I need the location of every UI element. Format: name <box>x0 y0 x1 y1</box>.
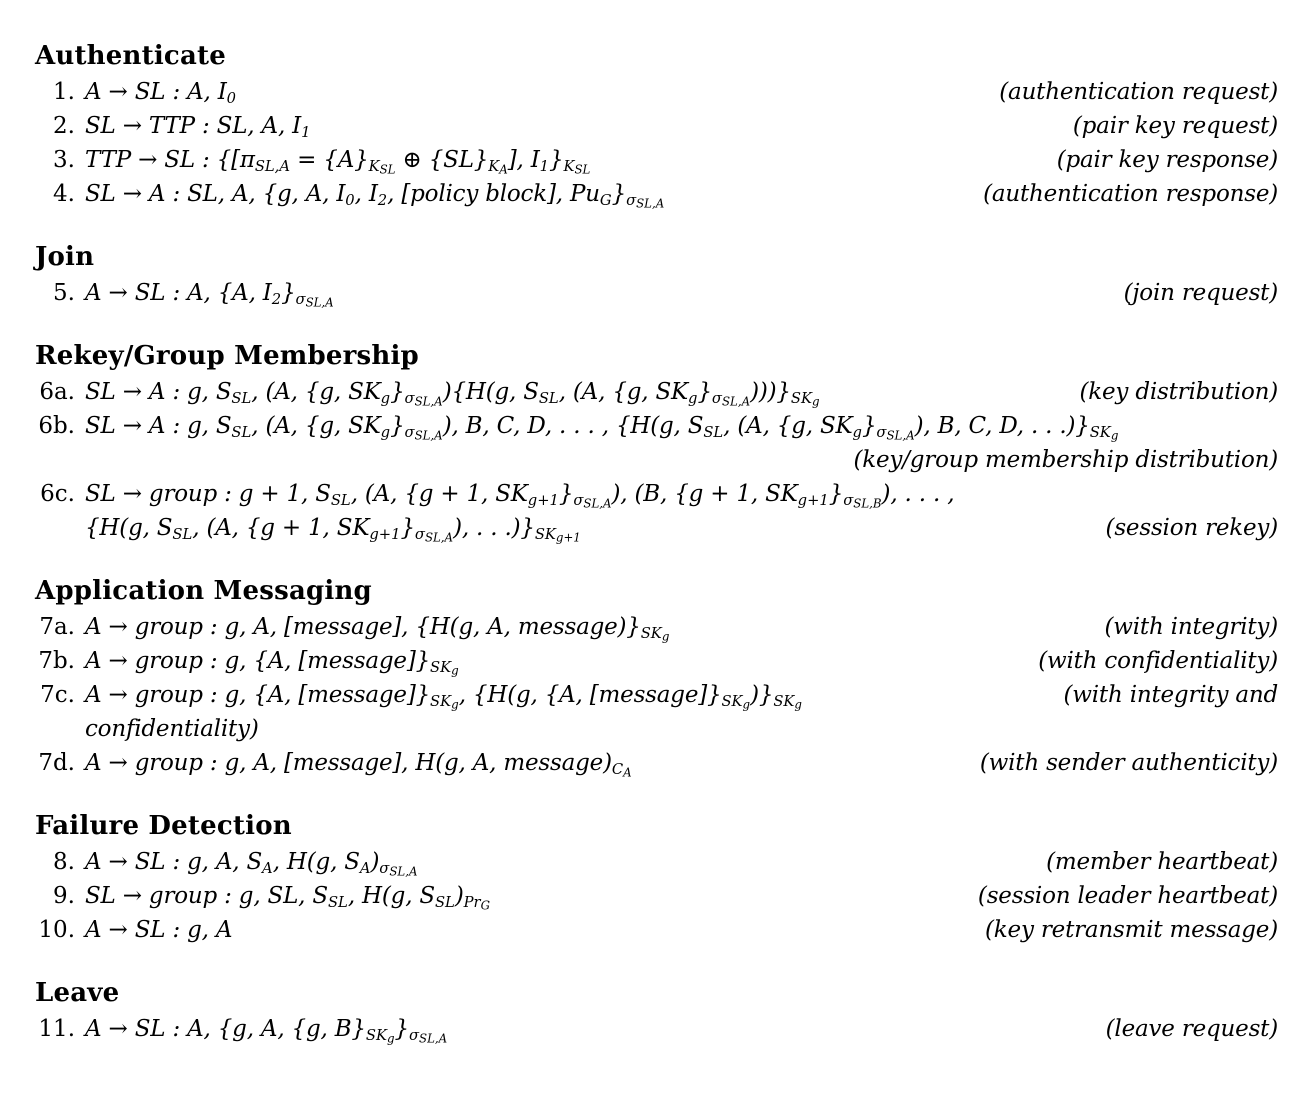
step-number: 5. <box>53 280 75 306</box>
subscript: g <box>811 394 820 409</box>
protocol-section <box>35 977 1278 1046</box>
step-number: 10. <box>38 917 75 943</box>
protocol-section <box>35 340 1278 545</box>
subscript: g <box>451 697 459 712</box>
protocol-step-line <box>35 375 1278 409</box>
subscript: σSL,A <box>876 424 915 443</box>
subscript: G <box>599 192 612 210</box>
protocol-step-line <box>35 511 1278 545</box>
step-formula: TTP → SL : {[$\pi_{SL,A} = \{A\}_{K_{SL}}$ ⊕ $\{SL\}_{K_A}$], $I_1\}_{K_{SL}}$ <box>85 147 591 177</box>
step-formula: A → SL : g, A, $S_A$, H(g, $S_A)_{\sigma_{SL,A}}$ <box>85 849 418 879</box>
step-formula: SL → A : SL, A, {g, A, $I_0$, $I_2$, [policy block], $Pu_G\}_{\sigma_{SL,A}}$ <box>85 181 665 211</box>
step-annotation: (key distribution) <box>1079 379 1278 405</box>
subscript: g <box>386 1031 395 1046</box>
protocol-step-line <box>35 177 1278 211</box>
protocol-section <box>35 575 1278 780</box>
subscript: SKg+1 <box>534 526 581 545</box>
subscript: σSL,A <box>404 424 443 443</box>
step-annotation: (authentication response) <box>983 181 1278 207</box>
step-annotation: (authentication request) <box>999 79 1278 105</box>
subscript: SL,A <box>389 864 418 879</box>
subscript: σSL,A <box>404 390 443 409</box>
subscript: SL <box>538 390 559 408</box>
subscript: g <box>380 390 391 408</box>
step-number: 3. <box>53 147 75 173</box>
protocol-step-line <box>35 678 1278 712</box>
step-annotation: (with integrity) <box>1104 614 1278 640</box>
step-annotation: (session rekey) <box>1105 515 1278 541</box>
step-annotation: (key retransmit message) <box>985 917 1278 943</box>
step-annotation: (pair key request) <box>1072 113 1278 139</box>
step-number: 6c. <box>40 481 75 507</box>
step-annotation: (key/group membership distribution) <box>853 447 1278 473</box>
subscript: g <box>1110 428 1119 443</box>
subscript: SKg <box>430 693 459 712</box>
section-title: Join <box>35 242 95 272</box>
step-formula: A → group : g, A, [message], {H(g, A, $message)\}_{SK_g}$ <box>85 614 670 644</box>
subscript: σSL,A <box>379 860 418 879</box>
subscript: 1 <box>539 158 549 176</box>
step-formula: A → SL : A, $I_0$ <box>85 79 236 108</box>
step-annotation: (with integrity and <box>1063 682 1278 708</box>
subscript: SL,A <box>419 1031 448 1046</box>
step-number: 7c. <box>40 682 75 708</box>
subscript: SKg <box>430 659 459 678</box>
step-formula: SL → A : g, $S_{SL}$, (A, {g, $SK_g\}_{\sigma_{SL,A}}$), B, C, D, . . . , {H(g, $S_{SL}$, (A, {g, $SK_g\}_{\sigma_{SL,A}}$), B, C, D, . . $.)\}_{SK_g}$ <box>85 413 1119 443</box>
step-number: 7d. <box>38 750 75 776</box>
subscript: SL <box>231 424 252 442</box>
subscript: SKg <box>365 1027 395 1046</box>
step-number: 11. <box>38 1016 75 1042</box>
subscript: σSL,A <box>408 1027 448 1046</box>
step-formula: A → SL : g, A <box>85 917 233 943</box>
subscript: SL <box>434 894 455 912</box>
subscript: SKg <box>721 693 751 712</box>
subscript: SL <box>172 526 193 544</box>
subscript: SKg <box>790 390 820 409</box>
subscript: SKg <box>1089 424 1119 443</box>
subscript: SL <box>379 162 396 177</box>
step-number: 7b. <box>38 648 75 674</box>
subscript: g+1 <box>797 492 829 510</box>
section-title: Application Messaging <box>35 576 372 606</box>
subscript: g <box>794 697 802 712</box>
subscript: A <box>623 765 632 780</box>
step-formula: SL → A : g, $S_{SL}$, (A, {g, $SK_g\}_{\sigma_{SL,A}})\{H(g$, $S_{SL}$, (A, {g, $SK_g\}_{\sigma_{SL,A}})))\}_{SK_g}$ <box>85 379 820 409</box>
subscript: A <box>499 162 508 177</box>
step-formula: confidentiality) <box>85 716 259 742</box>
subscript: SL,A <box>583 496 612 511</box>
subscript: KSL <box>563 158 591 177</box>
subscript: g+1 <box>555 530 581 545</box>
step-annotation: (with sender authenticity) <box>979 750 1278 776</box>
subscript: σSL,A <box>573 492 612 511</box>
subscript: SL <box>231 390 252 408</box>
protocol-step-line <box>35 276 1278 310</box>
subscript: KA <box>488 158 508 177</box>
subscript: σSL,A <box>414 526 454 545</box>
subscript: SKg <box>773 693 802 712</box>
subscript: g <box>852 424 862 442</box>
subscript: 2 <box>377 192 388 210</box>
step-number: 7a. <box>39 614 75 640</box>
subscript: σSL,A <box>626 192 665 211</box>
subscript: SL,A <box>414 394 443 409</box>
step-number: 8. <box>53 849 75 875</box>
step-number: 1. <box>53 79 75 105</box>
protocol-step-line <box>35 913 1278 947</box>
subscript: SL <box>330 492 351 510</box>
protocol-step-line <box>35 610 1278 644</box>
subscript: SL <box>574 162 591 177</box>
section-title: Rekey/Group Membership <box>35 341 419 371</box>
step-number: 4. <box>53 181 75 207</box>
subscript: g <box>661 629 670 644</box>
step-formula: A → group : g, {A, $[message]\}_{SK_g}$ <box>85 648 459 678</box>
subscript: g <box>380 424 391 442</box>
subscript: g <box>742 697 751 712</box>
protocol-step-line <box>35 443 1278 477</box>
protocol-step-line <box>35 845 1278 879</box>
protocol-step-line <box>35 1012 1278 1046</box>
protocol-section <box>35 241 1278 310</box>
subscript: g <box>451 663 459 678</box>
subscript: 1 <box>301 124 311 142</box>
protocol-step-line <box>35 143 1278 177</box>
step-annotation: (with confidentiality) <box>1038 648 1278 674</box>
step-formula: A → group : g, A, [message], H(g, A, $message)_{C_A}$ <box>85 750 632 780</box>
step-annotation: (join request) <box>1123 280 1278 306</box>
step-formula: A → SL : A, {g, A, {g, $B\}_{SK_g}\}_{\sigma_{SL,A}}$ <box>85 1016 448 1046</box>
subscript: SL,A <box>254 158 290 176</box>
subscript: g <box>688 390 698 408</box>
protocol-step-line <box>35 109 1278 143</box>
subscript: A <box>359 860 371 878</box>
step-annotation: (leave request) <box>1105 1016 1278 1042</box>
step-number: 2. <box>53 113 75 139</box>
step-annotation: (pair key response) <box>1056 147 1278 173</box>
subscript: PrG <box>463 894 490 913</box>
subscript: SL,A <box>886 428 915 443</box>
subscript: σSL,A <box>295 291 334 310</box>
subscript: 0 <box>345 192 355 210</box>
subscript: σSL,A <box>711 390 751 409</box>
protocol-section <box>35 810 1278 947</box>
subscript: SL,A <box>414 428 443 443</box>
subscript: KSL <box>368 158 396 177</box>
subscript: SL,A <box>721 394 751 409</box>
protocol-step-line <box>35 746 1278 780</box>
subscript: G <box>480 898 490 913</box>
section-title: Authenticate <box>35 41 226 71</box>
subscript: SL <box>703 424 724 442</box>
subscript: SL,A <box>305 295 334 310</box>
step-formula: SL → TTP : SL, A, $I_1$ <box>85 113 311 142</box>
section-title: Leave <box>35 978 120 1008</box>
step-number: 6b. <box>38 413 75 439</box>
step-number: 9. <box>53 883 75 909</box>
step-number: 6a. <box>39 379 75 405</box>
step-formula: {H(g, $S_{SL}$, (A, {g + 1, $SK_{g+1}\}_{\sigma_{SL,A}}$), . . $.)\}_{SK_{g+1}}$ <box>85 515 581 545</box>
subscript: σSL,B <box>843 492 882 511</box>
protocol-step-line <box>35 712 1278 746</box>
subscript: SKg <box>640 625 670 644</box>
step-annotation: (member heartbeat) <box>1046 849 1278 875</box>
section-title: Failure Detection <box>35 811 292 841</box>
step-formula: SL → group : g + 1, $S_{SL}$, (A, {g + 1, $SK_{g+1}\}_{\sigma_{SL,A}}$), (B, {g + 1, $SK_{g+1}\}_{\sigma_{SL,B}}$), . . . , <box>85 481 955 511</box>
subscript: g+1 <box>369 526 401 544</box>
subscript: A <box>262 860 273 878</box>
subscript: 2 <box>271 291 282 309</box>
subscript: SL <box>327 894 348 912</box>
subscript: SL,B <box>853 496 882 511</box>
step-formula: A → SL : A, {A, $I_2\}_{\sigma_{SL,A}}$ <box>85 280 334 310</box>
protocol-step-line <box>35 477 1278 511</box>
subscript: CA <box>611 761 632 780</box>
subscript: g+1 <box>527 492 559 510</box>
step-formula: A → group : g, {A, $[message]\}_{SK_g}$, {H(g, {A, $[message]\}_{SK_g})\}_{SK_g}$ <box>85 682 802 712</box>
subscript: SL,A <box>424 530 454 545</box>
protocol-step-line <box>35 409 1278 443</box>
step-formula: SL → group : g, SL, $S_{SL}$, H(g, $S_{SL})_{Pr_G}$ <box>85 883 490 913</box>
protocol-step-line <box>35 879 1278 913</box>
protocol-step-line <box>35 644 1278 678</box>
step-annotation: (session leader heartbeat) <box>977 883 1278 909</box>
protocol-section <box>35 40 1278 211</box>
protocol-step-line <box>35 75 1278 109</box>
subscript: SL,A <box>636 196 665 211</box>
subscript: 0 <box>226 90 236 108</box>
